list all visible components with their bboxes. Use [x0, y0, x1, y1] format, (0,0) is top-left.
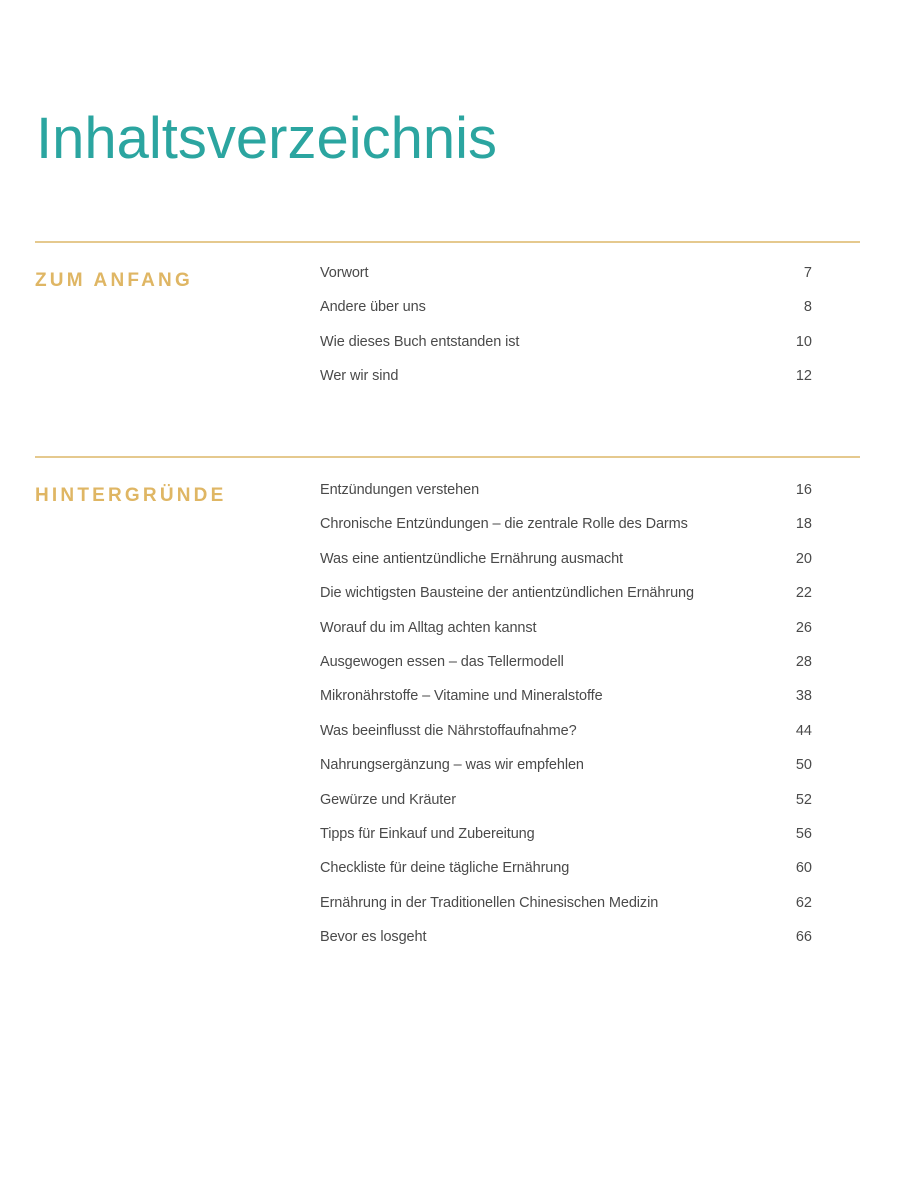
toc-entry[interactable]	[320, 654, 812, 688]
page-title: Inhaltsverzeichnis	[36, 106, 497, 171]
toc-entry-title: Mikronährstoffe – Vitamine und Mineralstoffe	[320, 688, 603, 705]
toc-entry-title: Wer wir sind	[320, 368, 399, 385]
toc-entry[interactable]	[320, 334, 812, 368]
section-divider	[35, 241, 860, 243]
toc-entry[interactable]	[320, 620, 812, 654]
toc-entry-page-number: 8	[803, 299, 812, 316]
toc-entry-page-number: 20	[795, 550, 812, 567]
toc-entry[interactable]	[320, 482, 812, 516]
toc-entry-page-number: 22	[795, 585, 812, 602]
toc-entry[interactable]	[320, 551, 812, 585]
section-heading: HINTERGRÜNDE	[35, 485, 227, 506]
toc-entry-title: Entzündungen verstehen	[320, 482, 480, 498]
toc-entry[interactable]	[320, 299, 812, 333]
toc-entry[interactable]	[320, 265, 812, 299]
toc-entry[interactable]	[320, 688, 812, 722]
toc-entry-page-number: 38	[795, 688, 812, 705]
toc-entry-page-number: 7	[803, 265, 812, 281]
toc-entry-title: Gewürze und Kräuter	[320, 791, 456, 808]
toc-entry[interactable]	[320, 516, 812, 550]
toc-entry-title: Nahrungsergänzung – was wir empfehlen	[320, 757, 584, 774]
toc-entry[interactable]	[320, 826, 812, 860]
toc-entry[interactable]	[320, 860, 812, 894]
toc-entry-page-number: 18	[795, 516, 812, 533]
toc-entry-title: Was eine antientzündliche Ernährung ausmacht	[320, 550, 623, 567]
section-divider	[35, 456, 860, 458]
toc-entry-page-number: 12	[795, 368, 812, 385]
toc-entry-title: Chronische Entzündungen – die zentrale Rolle des Darms	[320, 516, 688, 533]
toc-entry[interactable]	[320, 723, 812, 757]
toc-entry[interactable]	[320, 929, 812, 963]
toc-entry-page-number: 60	[795, 860, 812, 877]
toc-entry-title: Worauf du im Alltag achten kannst	[320, 619, 537, 636]
toc-entry-page-number: 16	[795, 482, 812, 498]
toc-entry-page-number: 52	[795, 791, 812, 808]
toc-entry[interactable]	[320, 757, 812, 791]
section-heading: ZUM ANFANG	[35, 270, 193, 291]
toc-entry-list	[320, 265, 812, 403]
toc-entry[interactable]	[320, 585, 812, 619]
toc-entry-title: Ausgewogen essen – das Tellermodell	[320, 653, 564, 670]
toc-entry-page-number: 50	[795, 757, 812, 774]
toc-entry-page-number: 56	[795, 825, 812, 842]
toc-entry-page-number: 26	[795, 619, 812, 636]
toc-entry-title: Andere über uns	[320, 299, 426, 316]
toc-entry-title: Ernährung in der Traditionellen Chinesischen Medizin	[320, 894, 659, 911]
toc-entry-page-number: 62	[795, 894, 812, 911]
toc-entry[interactable]	[320, 792, 812, 826]
toc-entry-title: Vorwort	[320, 265, 369, 281]
toc-entry[interactable]	[320, 895, 812, 929]
toc-entry-list	[320, 482, 812, 963]
toc-entry-page-number: 28	[795, 653, 812, 670]
toc-entry-title: Checkliste für deine tägliche Ernährung	[320, 860, 570, 877]
toc-entry-page-number: 10	[795, 333, 812, 350]
toc-entry-title: Tipps für Einkauf und Zubereitung	[320, 825, 535, 842]
toc-entry-title: Bevor es losgeht	[320, 929, 427, 946]
toc-entry-title: Wie dieses Buch entstanden ist	[320, 333, 520, 350]
toc-entry-title: Was beeinflusst die Nährstoffaufnahme?	[320, 722, 577, 739]
toc-entry-page-number: 44	[795, 722, 812, 739]
toc-entry-page-number: 66	[795, 929, 812, 946]
toc-entry-title: Die wichtigsten Bausteine der antientzündlichen Ernährung	[320, 585, 694, 602]
toc-entry[interactable]	[320, 368, 812, 402]
